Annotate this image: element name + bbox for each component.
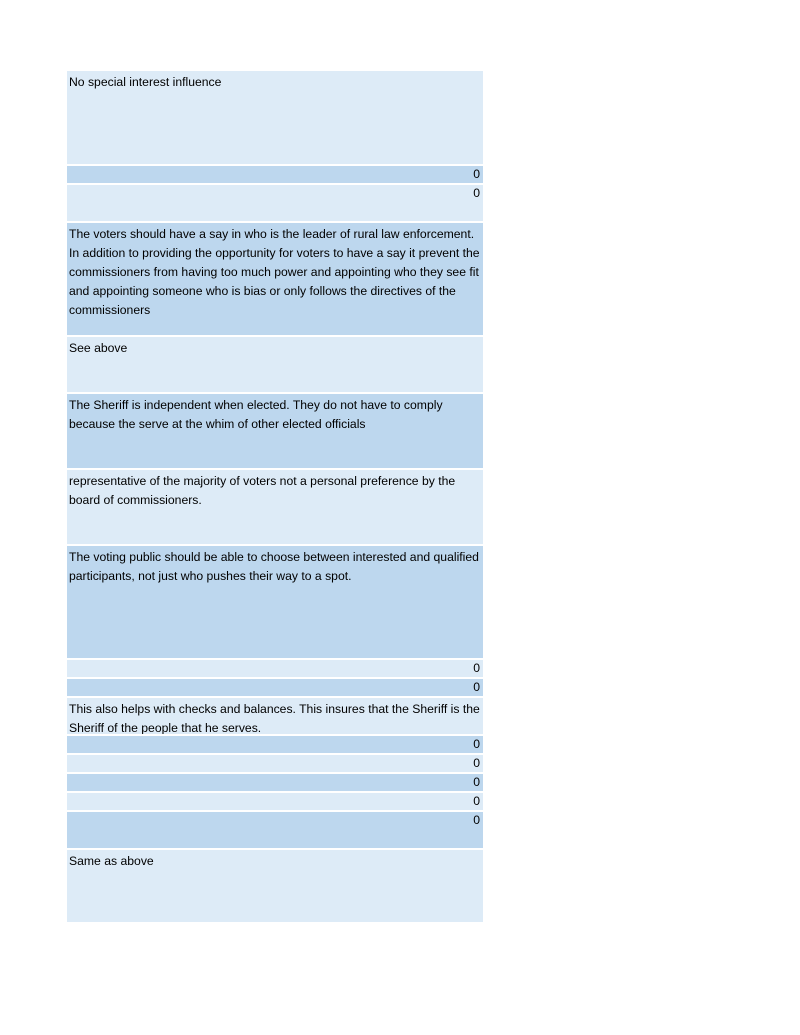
- table-row: The Sheriff is independent when elected. They do not have to comply because the serve at the whim of other elected officials: [67, 394, 483, 470]
- table-row: Same as above: [67, 850, 483, 924]
- table-row: representative of the majority of voters not a personal preference by the board of commissioners.: [67, 470, 483, 546]
- table-row: No special interest influence: [67, 71, 483, 166]
- table-row: 0: [67, 812, 483, 850]
- table-row: 0: [67, 660, 483, 679]
- response-table: [67, 71, 483, 924]
- table-row: This also helps with checks and balances. This insures that the Sheriff is the Sheriff of the people that he serves.: [67, 698, 483, 736]
- table-row: 0: [67, 679, 483, 698]
- table-row: 0: [67, 166, 483, 185]
- table-row: 0: [67, 774, 483, 793]
- table-row: See above: [67, 337, 483, 394]
- table-row: The voting public should be able to choose between interested and qualified participants, not just who pushes their way to a spot.: [67, 546, 483, 660]
- table-row: 0: [67, 793, 483, 812]
- table-row: 0: [67, 736, 483, 755]
- table-row: 0: [67, 185, 483, 223]
- table-row: 0: [67, 755, 483, 774]
- table-row: The voters should have a say in who is the leader of rural law enforcement. In addition to providing the opportunity for voters to have a say it prevent the commissioners from having too much power and appointing who they see fit and appointing someone who is bias or only follows the directives of the commissioners: [67, 223, 483, 337]
